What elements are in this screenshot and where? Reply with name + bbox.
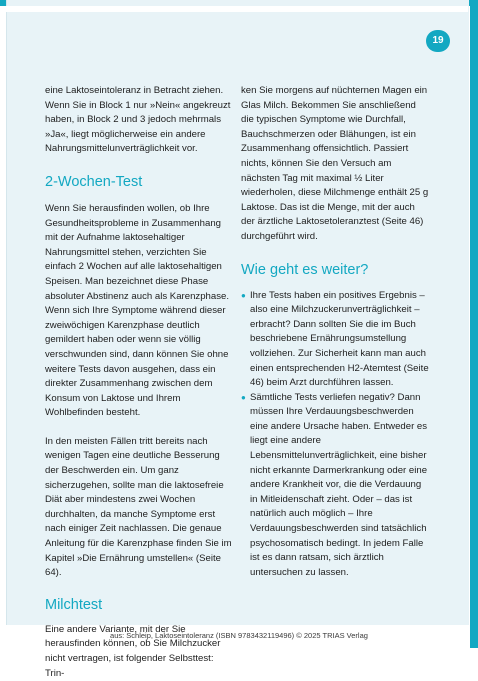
bullet-icon: ● <box>241 392 246 402</box>
list-item-text: Ihre Tests haben ein positives Ergebnis – also eine Milchzuckerunverträglichkeit – erbracht? Dann sollten Sie die im Buch beschriebene Ernährungsumstellung vollziehen. Zur Sicherheit kann man auch einen entsprechenden H2-Atemtest (Seite 46) beim Arzt durchführen lassen. <box>250 289 429 389</box>
intro-paragraph: eine Laktoseintoleranz in Betracht ziehen. Wenn Sie in Block 1 nur »Nein« angekreuzt haben, in Block 2 und 3 jedoch mehrmals »Ja«, liegt möglicherweise ein andere Nahrungsmittelunverträglichkeit vor. <box>45 85 231 155</box>
list-item <box>241 391 429 581</box>
right-accent-band <box>470 0 478 648</box>
next-steps-list <box>241 289 429 581</box>
page-top-strip <box>6 6 468 12</box>
paragraph-2-wochen-test: Wenn Sie herausfinden wollen, ob Ihre Gesundheitsprobleme in Zusammenhang mit der Aufnahme laktosehaltiger Nahrungsmittel stehen, verzichten Sie einfach 2 Wochen auf alle laktosehaltigen Speisen. Man bezeichnet diese Phase absoluter Abstinenz auch als Karenzphase. Wenn sich Ihre Symptome während dieser zweiwöchigen Karenzphase deutlich gemildert haben oder wenn sie völlig verschwunden sind, dann können Sie ohne weitere Tests davon ausgehen, dass ein direkter Zusammenhang zwischen dem Konsum von Laktose und Ihrem Wohlbefinden besteht. <box>45 202 230 419</box>
list-item <box>241 289 429 391</box>
copyright-footer: aus: Schleip, Laktoseintoleranz (ISBN 9783432119496) © 2025 TRIAS Verlag <box>110 631 368 640</box>
heading-wie-geht-es-weiter: Wie geht es weiter? <box>241 261 369 278</box>
right-column <box>241 84 429 580</box>
left-column <box>45 84 233 681</box>
paragraph-milchtest: Eine andere Variante, mit der Sie herausfinden können, ob Sie Milchzucker nicht vertragen, ist folgender Selbsttest: Trin- <box>45 623 221 679</box>
heading-2-wochen-test: 2-Wochen-Test <box>45 173 143 190</box>
paragraph-karenzphase: In den meisten Fällen tritt bereits nach wenigen Tagen eine deutliche Besserung der Beschwerden ein. Um ganz sicherzugehen, sollte man die laktosefreie Diät aber mindestens zwei Wochen durchhalten, da manche Symptome erst nach einiger Zeit nachlassen. Die genaue Anleitung für die Karenzphase finden Sie im Kapitel »Die Ernährung umstellen« (Seite 64). <box>45 435 232 579</box>
page-number-badge: 19 <box>426 30 450 52</box>
list-item-text: Sämtliche Tests verliefen negativ? Dann müssen Ihre Verdauungsbeschwerden eine andere Ursache haben. Entweder es liegt eine andere Lebensmittelunverträglichkeit, eine bisher nicht erkannte Darmerkrankung oder eine andere Krankheit vor, die die Verdauung in Mitleidenschaft zieht. Oder – das ist natürlich auch möglich – Ihre Verdauungsbeschwerden sind tatsächlich psychosomatisch bedingt. In jedem Falle ist es dann ratsam, sich ärztlich untersuchen zu lassen. <box>250 391 428 578</box>
paragraph-milchtest-continued: ken Sie morgens auf nüchternen Magen ein Glas Milch. Bekommen Sie anschließend die typischen Symptome wie Durchfall, Bauchschmerzen oder Blähungen, ist ein Zusammenhang offensichtlich. Passiert nichts, können Sie den Versuch am nächsten Tag mit maximal ½ Liter wiederholen, diese Milchmenge enthält 25 g Laktose. Das ist die Menge, mit der auch der ärztliche Laktosetoleranztest (Seite 46) durchgeführt wird. <box>241 85 429 242</box>
bullet-icon: ● <box>241 290 246 300</box>
heading-milchtest: Milchtest <box>45 596 103 613</box>
